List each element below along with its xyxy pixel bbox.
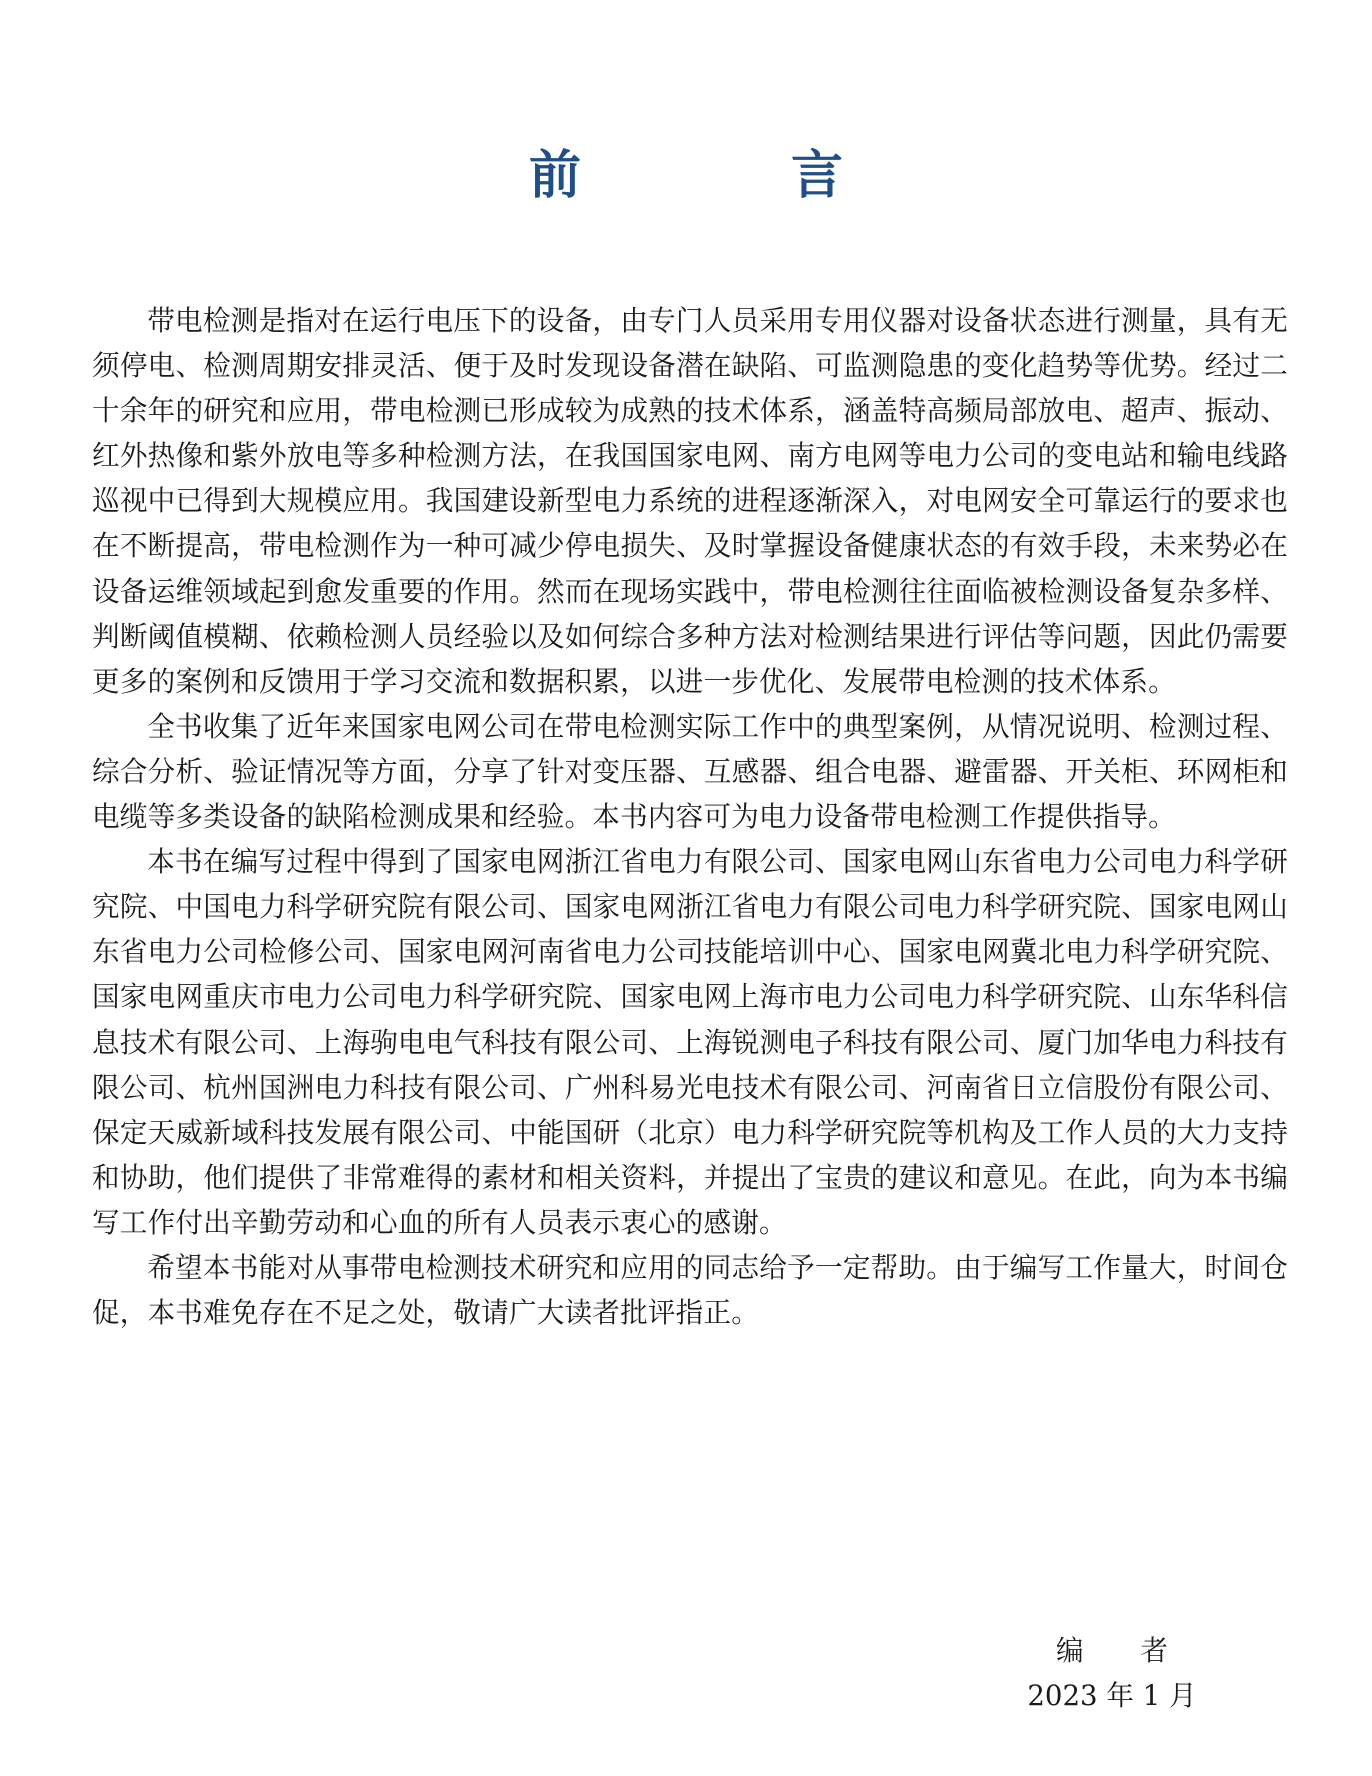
signature-date: 2023 年 1 月 [1027, 1679, 1197, 1712]
page-title: 前 言 [528, 145, 940, 206]
paragraph-1: 带电检测是指对在运行电压下的设备，由专门人员采用专用仪器对设备状态进行测量，具有无须停电、检测周期安排灵活、便于及时发现设备潜在缺陷、可监测隐患的变化趋势等优势。经过二十余年的研究和应用，带电检测已形成较为成熟的技术体系，涵盖特高频局部放电、超声、振动、红外热像和紫外放电等多种检测方法，在我国国家电网、南方电网等电力公司的变电站和输电线路巡视中已得到大规模应用。我国建设新型电力系统的进程逐渐深入，对电网安全可靠运行的要求也在不断提高，带电检测作为一种可减少停电损失、及时掌握设备健康状态的有效手段，未来势必在设备运维领域起到愈发重要的作用。然而在现场实践中，带电检测往往面临被检测设备复杂多样、判断阈值模糊、依赖检测人员经验以及如何综合多种方法对检测结果进行评估等问题，因此仍需要更多的案例和反馈用于学习交流和数据积累，以进一步优化、发展带电检测的技术体系。 [92, 304, 1288, 698]
preface-body [92, 298, 1288, 1335]
signature-author: 编 者 [1056, 1634, 1192, 1667]
paragraph-3: 本书在编写过程中得到了国家电网浙江省电力有限公司、国家电网山东省电力公司电力科学研究院、中国电力科学研究院有限公司、国家电网浙江省电力有限公司电力科学研究院、国家电网山东省电力公司检修公司、国家电网河南省电力公司技能培训中心、国家电网冀北电力科学研究院、国家电网重庆市电力公司电力科学研究院、国家电网上海市电力公司电力科学研究院、山东华科信息技术有限公司、上海驹电电气科技有限公司、上海锐测电子科技有限公司、厦门加华电力科技有限公司、杭州国洲电力科技有限公司、广州科易光电技术有限公司、河南省日立信股份有限公司、保定天威新域科技发展有限公司、中能国研（北京）电力科学研究院等机构及工作人员的大力支持和协助，他们提供了非常难得的素材和相关资料，并提出了宝贵的建议和意见。在此，向为本书编写工作付出辛勤劳动和心血的所有人员表示衷心的感谢。 [92, 845, 1288, 1239]
signature-block [1002, 1628, 1222, 1718]
paragraph-2: 全书收集了近年来国家电网公司在带电检测实际工作中的典型案例，从情况说明、检测过程、综合分析、验证情况等方面，分享了针对变压器、互感器、组合电器、避雷器、开关柜、环网柜和电缆等多类设备的缺陷检测成果和经验。本书内容可为电力设备带电检测工作提供指导。 [92, 709, 1288, 834]
paragraph-4: 希望本书能对从事带电检测技术研究和应用的同志给予一定帮助。由于编写工作量大，时间仓促，本书难免存在不足之处，敬请广大读者批评指正。 [92, 1250, 1288, 1330]
